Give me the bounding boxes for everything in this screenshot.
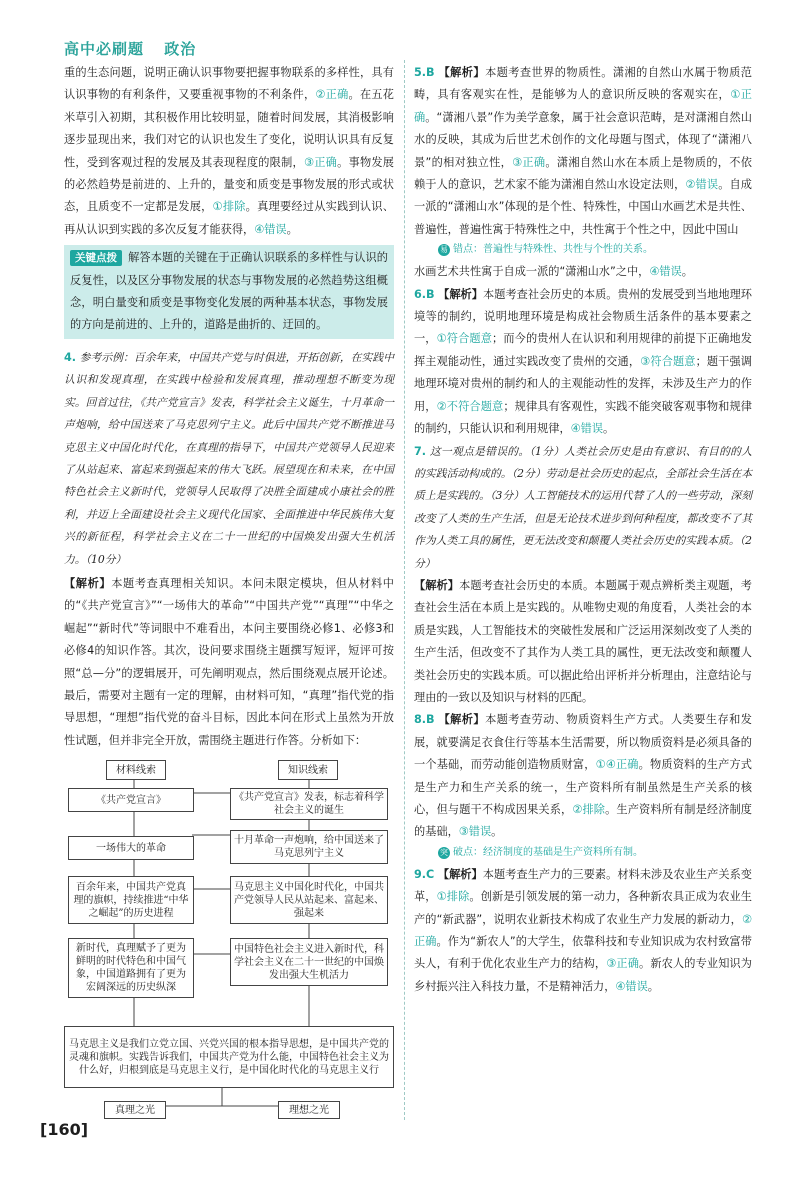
q3-text-3: 。事物发展的必然趋势是前进的、上升的，量变和质变是事物发展的形式或状态，且质变不一定都是发展，: [64, 155, 394, 214]
q5-text-d: 。自成一派的“潇湘山水”体现的是个性、特殊性，中国山水画艺术是共性、普遍性，普遍性寓于特殊性之中，共性寓于个性之中，因此中国山: [414, 178, 752, 236]
q6-text-b: ；而今的贵州人在认识和利用规律的前提下正确地发挥主观能动性，通过实践改变了贵州的交通，: [414, 332, 752, 368]
column-divider: [404, 60, 405, 1120]
q4-analysis-text: 本题考查真理相关知识。本问未限定模块，但从材料中的“《共产党宣言》”“一场伟大的革命”“中国共产党”“真理”“中华之崛起”“新时代”等词眼中不难看出，本问主要围绕必修1、必修3和必修4的知识作答。其次，设问要求围绕主题撰写短评，短评可按照“总—分”的逻辑展开，可先阐明观点，然后围绕观点展开论述。最后，需要对主题有一定的理解，由材料可知，“真理”指代党的指导思想，“理想”指代党的奋斗目标，因此本问在形式上虽然为开放性试题，但并非完全开放，需围绕主题进行作答。分析如下：: [64, 576, 394, 747]
diagram-foot-truth: 真理之光: [104, 1101, 166, 1119]
q6-number: 6.B: [414, 287, 435, 301]
book-title: 高中必刷题: [64, 40, 145, 58]
q8-note-text: 破点：经济制度的基础是生产资料所有制。: [453, 846, 643, 858]
q5-analysis-end: [414, 261, 752, 283]
q7-answer: [414, 441, 752, 575]
analysis-diagram: [64, 758, 394, 1118]
diagram-head-material: 材料线索: [106, 760, 166, 780]
diagram-material-2: 一场伟大的革命: [68, 836, 194, 860]
q6-mark-1: ①符合题意: [436, 332, 493, 346]
q7-number: 7.: [414, 444, 427, 458]
diagram-material-3: 百余年来，中国共产党真理的旗帜，持续推进“中华之崛起”的历史进程: [68, 876, 194, 924]
q4-number: 4.: [64, 350, 77, 364]
diagram-knowledge-1: 《共产党宣言》发表，标志着科学社会主义的诞生: [230, 788, 388, 820]
q9-text-c: 。作为“新农人”的大学生，依靠科技和专业知识成为农村致富带头人，有利于优化农业生产力的结构，: [414, 935, 752, 971]
q8-text-c: 。生产资料所有制是经济制度的基础，: [414, 803, 752, 839]
q5-text-e: 水画艺术共性寓于自成一派的“潇湘山水”之中，: [414, 265, 650, 279]
q8-analysis: [414, 709, 752, 843]
q8-tag: 【解析】: [438, 713, 486, 727]
q9-mark-4: ④错误: [615, 979, 648, 993]
diagram-foot-ideal: 理想之光: [278, 1101, 340, 1119]
q6-mark-2: ③符合题意: [640, 354, 696, 368]
q8-number: 8.B: [414, 713, 435, 727]
q8-break-note: [414, 844, 752, 862]
q9-text-b: 。创新是引领发展的第一动力，各种新农具正成为农业生产的“新武器”，说明农业新技术构成了农业生产力发展的新动力，: [414, 890, 752, 926]
break-note-icon: 突: [440, 847, 448, 857]
diagram-material-4: 新时代，真理赋予了更为鲜明的时代特色和中国气象，中国道路拥有了更为宏阔深远的历史纵深: [68, 938, 194, 998]
q5-mark-3: ②错误: [685, 178, 719, 192]
left-column: [64, 62, 394, 752]
right-column: [414, 62, 752, 998]
key-hint-box: [64, 245, 394, 339]
q3-mark-4: ④错误: [254, 222, 287, 236]
q5-text-a: 本题考查世界的物质性。潇湘的自然山水属于物质范畴，具有客观实在性，是能够为人的意识所反映的客观实在，: [414, 66, 752, 102]
q5-note-text: 错点：普遍性与特殊性、共性与个性的关系。: [453, 244, 653, 256]
q8-text-a: 本题考查劳动、物质资料生产方式。人类要生存和发展，就要满足衣食住行等基本生活需要，所以物质资料是必须具备的一个基础，而劳动能创造物质财富，: [414, 713, 752, 772]
q8-text-end: 。: [491, 825, 503, 839]
q4-answer: [64, 347, 394, 571]
q5-error-note: [414, 241, 752, 259]
q3-text-1: 重的生态问题，说明正确认识事物要把握事物联系的多样性，具有认识事物的有利条件，又要重视事物的不利条件，: [64, 66, 394, 102]
diagram-center-conclusion: 马克思主义是我们立党立国、兴党兴国的根本指导思想，是中国共产党的灵魂和旗帜。实践告诉我们，中国共产党为什么能，中国特色社会主义为什么好，归根到底是马克思主义行，是中国化时代化的马克思主义行: [64, 1026, 394, 1088]
q8-mark-3: ③错误: [458, 825, 492, 839]
q3-text-2: 。在五花米草引入初期，其积极作用比较明显，随着时间发展，其消极影响逐步显现出来，我们对它的认识也发生了变化，说明认识具有反复性，受到客观过程的发展及其表现程度的限制，: [64, 88, 394, 169]
q8-mark-2: ②排除: [572, 803, 606, 816]
q5-text-b: 。“潇湘八景”作为美学意象，属于社会意识范畴，是对潇湘自然山水的反映，其成为后世艺术创作的文化母题与图式，体现了“潇湘八景”的相对独立性，: [414, 110, 752, 169]
q9-tag: 【解析】: [437, 867, 483, 881]
q5-text-end: 。: [681, 265, 693, 279]
q4-analysis: [64, 573, 394, 752]
q6-text-end: 。: [603, 422, 615, 436]
q3-continuation: [64, 62, 394, 241]
q3-mark-1: ②正确: [315, 88, 349, 102]
q6-text-c: ；题干强调地理环境对贵州的制约和人的主观能动性的发挥，未涉及生产力的作用，: [414, 354, 752, 413]
error-note-icon: 易: [440, 245, 448, 255]
q7-analysis: [414, 575, 752, 709]
q3-mark-3: ①排除: [212, 200, 246, 214]
diagram-knowledge-3: 马克思主义中国化时代化，中国共产党领导人民从站起来、富起来、强起来: [230, 876, 388, 924]
q6-mark-3: ②不符合题意: [436, 399, 504, 413]
q8-text-b: 。物质资料的生产方式是生产力和生产关系的统一，生产资料所有制虽然是生产关系的核心，但与题干不构成因果关系，: [414, 758, 752, 816]
q6-mark-4: ④错误: [570, 422, 604, 436]
q9-mark-1: ①排除: [436, 890, 470, 904]
q5-number: 5.B: [414, 66, 435, 79]
q3-mark-2: ③正确: [303, 155, 338, 169]
q5-text-c: 。潇湘自然山水在本质上是物质的，不依赖于人的意识，艺术家不能为潇湘自然山水设定法则，: [414, 155, 752, 192]
q7-analysis-text: 本题考查社会历史的本质。本题属于观点辨析类主观题，考查社会生活在本质上是实践的。从唯物史观的角度看，人类社会的本质是实践，人工智能技术的突破性发展和广泛运用深刻改变了人类的生产生活，但改变不了其作为人类工具的属性，更无法改变和颠覆人类社会历史的实践本质。可以据此给出评析并分析理由，注意结论与理由的一致以及知识与材料的匹配。: [414, 578, 752, 704]
q8-mark-1: ①④正确: [595, 758, 639, 772]
q5-mark-2: ③正确: [512, 155, 546, 169]
subject-title: 政治: [164, 40, 197, 58]
diagram-material-1: 《共产党宣言》: [68, 788, 194, 812]
q5-mark-4: ④错误: [649, 265, 682, 279]
q5-tag: 【解析】: [438, 66, 486, 79]
q5-analysis: [414, 62, 752, 241]
q6-text-a: 本题考查社会历史的本质。贵州的发展受到当地地理环境等的制约，说明地理环境是构成社会物质生活条件的基本要素之一，: [414, 287, 752, 346]
q9-analysis: [414, 864, 752, 998]
q6-text-d: ；规律具有客观性，实践不能突破客观事物和规律的制约，只能认识和利用规律，: [414, 399, 752, 436]
q6-analysis: [414, 284, 752, 441]
q5-mark-1: ①正确: [414, 88, 752, 124]
q9-number: 9.C: [414, 867, 435, 881]
diagram-head-knowledge: 知识线索: [278, 760, 338, 780]
page-number: [160]: [40, 1120, 89, 1139]
q9-mark-2: ②正确: [414, 912, 752, 949]
q4-answer-text: 参考示例：百余年来，中国共产党与时俱进，开拓创新，在实践中认识和发现真理，在实践中检验和发展真理，推动理想不断变为现实。回首过往，《共产党宣言》发表，科学社会主义诞生，十月革命一声炮响，给中国送来了马克思列宁主义。此后中国共产党不断推进马克思主义中国化时代化，在真理的指导下，中国共产党领导人民迎来了从站起来、富起来到强起来的伟大飞跃。展望现在和未来，在中国特色社会主义新时代，党领导人民取得了决胜全面建成小康社会的胜利，并迈上全面建设社会主义现代化国家、全面推进中华民族伟大复兴的新征程，科学社会主义在二十一世纪的中国焕发出强大生机活力。（10分）: [64, 350, 395, 566]
diagram-knowledge-4: 中国特色社会主义进入新时代，科学社会主义在二十一世纪的中国焕发出强大生机活力: [230, 938, 388, 986]
q3-text-4: 。真理要经过从实践到认识、再从认识到实践的多次反复才能获得，: [64, 200, 394, 236]
q6-tag: 【解析】: [438, 287, 483, 301]
q9-mark-3: ③正确: [606, 957, 640, 971]
q3-text-end: 。: [286, 222, 298, 236]
diagram-knowledge-2: 十月革命一声炮响，给中国送来了马克思列宁主义: [230, 830, 388, 864]
q9-text-a: 本题考查生产力的三要素。材料未涉及农业生产关系变革，: [414, 867, 752, 904]
key-hint-label: 关键点拨: [70, 250, 122, 266]
q7-tag: 【解析】: [414, 578, 460, 592]
q7-answer-text: 这一观点是错误的。（1分）人类社会历史是由有意识、有目的的人的实践活动构成的。（2分）劳动是社会历史的起点，全部社会生活在本质上是实践的。（3分）人工智能技术的运用代替了人的一些劳动，深刻改变了人类的生产生活，但是无论技术进步到何种程度，都改变不了其作为人类工具的属性，更无法改变和颠覆人类社会历史的实践本质。（2分）: [414, 444, 753, 570]
page-header: [64, 38, 210, 59]
key-hint-text: 解答本题的关键在于正确认识联系的多样性与认识的反复性，以及区分事物发展的状态与事物发展的必然趋势这组概念，明白量变和质变是事物变化发展的两种基本状态，事物发展的方向是前进的、上升的，道路是曲折的、迂回的。: [70, 251, 388, 332]
q9-text-end: 。: [647, 979, 659, 993]
q9-text-d: 。新农人的专业知识为乡村振兴注入科技力量，不是精神活力，: [414, 957, 752, 993]
q4-analysis-tag: 【解析】: [64, 576, 112, 590]
